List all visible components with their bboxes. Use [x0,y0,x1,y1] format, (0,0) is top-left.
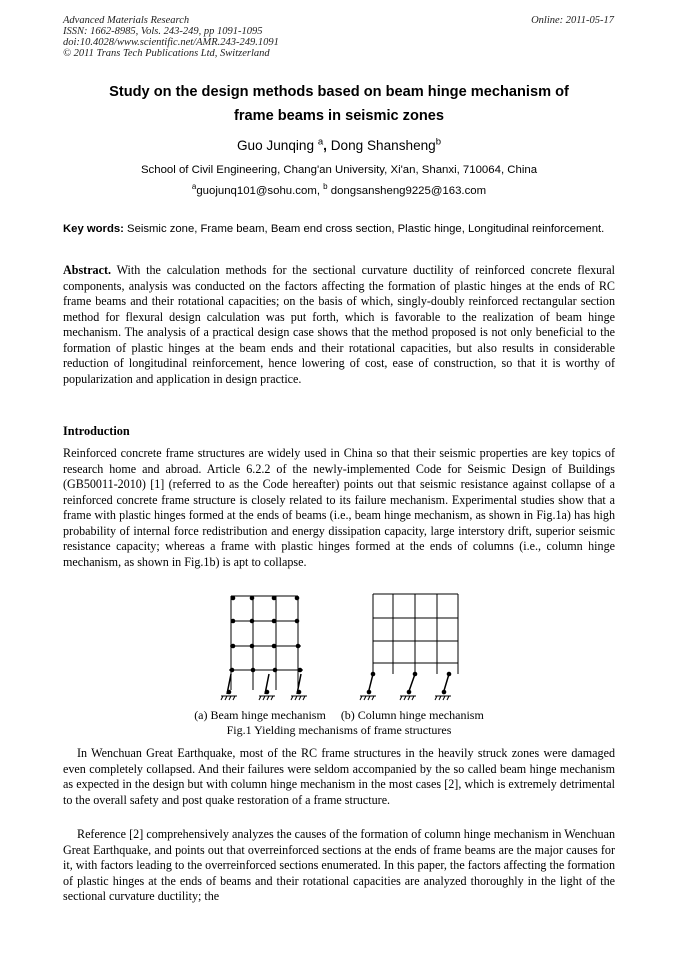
introduction-paragraph-1: Reinforced concrete frame structures are widely used in China so that their seismic properties are key topics of research home and abroad. Article 6.2.2 of the newly-implemented Code for Seismic Design of Buildings (GB50011-2010) [1] (referred to as the Code hereafter) points out that seismic resistance against collapse of a reinforced concrete frame structure is closely related to its failure mechanism. Experimental studies show that a frame with plastic hinges formed at the ends of beams (i.e., beam hinge mechanism, as shown in Fig.1a) has high probability of internal force redistribution and energy dissipation capacity, large interstory drift, superior seismic resistance capacity; whereas a frame with plastic hinges formed at the ends of columns (i.e., column hinge mechanism, as shown in Fig.1b) is apt to collapse. [63,446,615,569]
abstract [63,263,615,387]
journal-copyright: © 2011 Trans Tech Publications Ltd, Switzerland [63,48,270,59]
email-b-mark: b [323,182,328,192]
title-line-2: frame beams in seismic zones [233,108,445,124]
journal-header [63,15,279,59]
author-2: Dong Shansheng [330,138,436,153]
beam-hinge-dots [227,596,303,695]
keywords-label: Key words: [63,223,124,235]
author-1-affil-mark: a [317,136,324,148]
column-hinge-supports [360,696,451,700]
keywords-text: Seismic zone, Frame beam, Beam end cross section, Plastic hinge, Longitudinal reinforcement. [123,223,605,235]
abstract-label: Abstract. [63,263,112,277]
title-line-1: Study on the design methods based on beam hinge mechanism of [109,84,569,100]
column-hinge-frame [368,594,458,694]
paper-title [63,80,615,128]
journal-issn: ISSN: 1662-8985, Vols. 243-249, pp 1091-1095 [63,26,263,37]
figure-caption: Fig.1 Yielding mechanisms of frame structures [226,723,452,737]
author-1: Guo Junqing [236,138,315,153]
journal-doi: doi:10.4028/www.scientific.net/AMR.243-249.1091 [63,37,279,48]
email-b: dongsansheng9225@163.com [327,185,487,197]
affiliation: School of Civil Engineering, Chang'an University, Xi'an, Shanxi, 710064, China [140,164,538,176]
abstract-text: With the calculation methods for the sectional curvature ductility of reinforced concrete flexural components, analysis was conducted on the factors affecting the formation of plastic hinges at the ends of RC frame beams and their rotational capacities; on the basis of which, singly-doubly reinforced rectangular section method for flexural design calculation was put forth, which is favorable to the realization of beam hinge mechanism. The analysis of a practical design case shows that the method proposed is not only beneficial to the formation of plastic hinges at the beam ends and their rotational capacities, but also results in considerable reduction of longitudinal reinforcement, hence lowering of cost, ease of construction, so that it is worthy of popularization and application in design practice. [63,263,615,386]
subcaption-b: (b) Column hinge mechanism [340,708,484,722]
yielding-mechanism-figure [205,590,475,708]
column-hinge-dots [367,672,452,695]
introduction-paragraph-2: In Wenchuan Great Earthquake, most of the RC frame structures in the heavily struck zones were damaged even completely collapsed. And their failures were seldom accompanied by the so called beam hinge mechanism as expected in the design but with column hinge mechanism in the most cases [2], which is extremely detrimental to the overall safety and post quake restoration of a frame structure. [63,746,615,807]
online-date: Online: 2011-05-17 [531,15,614,26]
author-2-affil-mark: b [435,136,442,148]
email-a-mark: a [191,182,197,192]
introduction-paragraph-3: Reference [2] comprehensively analyzes the causes of the formation of column hinge mechanism in Wenchuan Great Earthquake, and points out that overreinforced sections at the ends of frame beams are the major causes for it, with factors leading to the overreinforced sections enumerated. In this paper, the factors affecting the formation of plastic hinges at the ends of beams and their rotational capacities are analyzed thoroughly in the light of the sectional curvature ductility; the [63,827,615,903]
author-separator: , [323,138,331,153]
introduction-heading: Introduction [63,424,130,438]
subcaption-a: (a) Beam hinge mechanism [194,708,326,722]
author-list [63,138,615,153]
email-a: guojunq101@sohu.com, [196,185,324,197]
beam-hinge-frame [227,596,303,694]
beam-hinge-supports [221,696,307,700]
figure-subcaptions [63,708,615,723]
journal-name: Advanced Materials Research [63,15,190,26]
keywords [63,222,615,237]
author-emails [63,182,615,197]
